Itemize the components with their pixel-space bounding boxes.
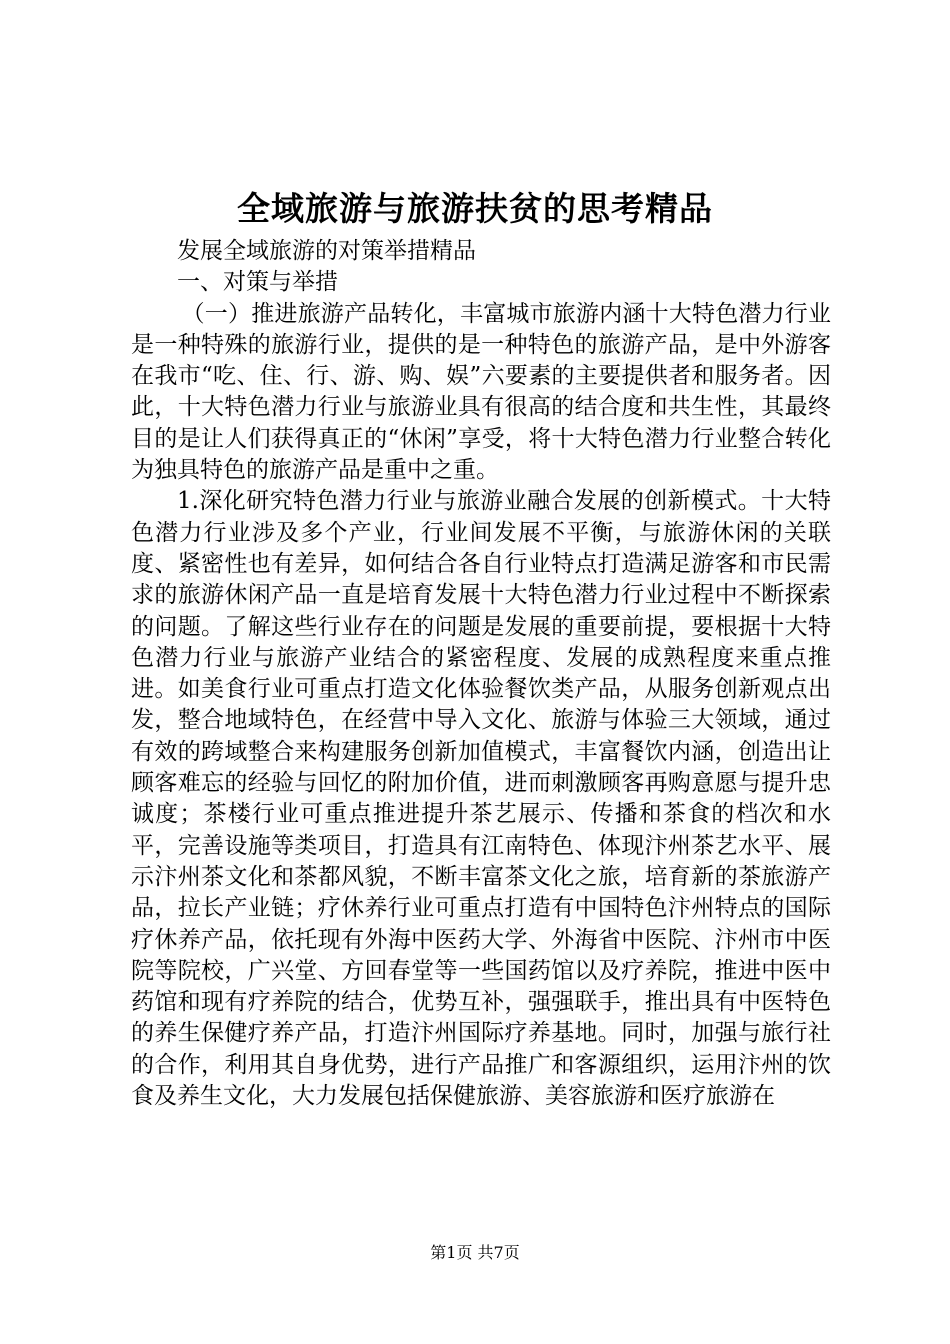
page-footer: 第1页 共7页 (430, 1243, 520, 1262)
section-heading: 一、对策与举措 (177, 269, 338, 296)
document-body (131, 236, 831, 1112)
body-paragraph: 1.深化研究特色潜力行业与旅游业融合发展的创新模式。十大特色潜力行业涉及多个产业，行业间发展不平衡，与旅游休闲的关联度、紧密性也有差异，如何结合各自行业特点打造满足游客和市民需求的旅游休闲产品一直是培育发展十大特色潜力行业过程中不断探索的问题。了解这些行业存在的问题是发展的重要前提，要根据十大特色潜力行业与旅游产业结合的紧密程度、发展的成熟程度来重点推进。如美食行业可重点打造文化体验餐饮类产品，从服务创新观点出发，整合地域特色，在经营中导入文化、旅游与体验三大领域，通过有效的跨域整合来构建服务创新加值模式，丰富餐饮内涵，创造出让顾客难忘的经验与回忆的附加价值，进而刺激顾客再购意愿与提升忠诚度；茶楼行业可重点推进提升茶艺展示、传播和茶食的档次和水平，完善设施等类项目，打造具有江南特色、体现汴州茶艺水平、展示汴州茶文化和茶都风貌，不断丰富茶文化之旅，培育新的茶旅游产品，拉长产业链；疗休养行业可重点打造有中国特色汴州特点的国际疗休养产品，依托现有外海中医药大学、外海省中医院、汴州市中医院等院校，广兴堂、方回春堂等一些国药馆以及疗养院，推进中医中药馆和现有疗养院的结合，优势互补，强强联手，推出具有中医特色的养生保健疗养产品，打造汴州国际疗养基地。同时，加强与旅行社的合作，利用其自身优势，进行产品推广和客源组织，运用汴州的饮食及养生文化，大力发展包括保健旅游、美容旅游和医疗旅游在 (131, 488, 831, 1110)
document-title: 全域旅游与旅游扶贫的思考精品 (237, 189, 713, 228)
subtitle-paragraph: 发展全域旅游的对策举措精品 (177, 238, 476, 264)
body-paragraph: （一）推进旅游产品转化，丰富城市旅游内涵十大特色潜力行业是一种特殊的旅游行业，提供的是一种特色的旅游产品，是中外游客在我市“吃、住、行、游、购、娱”六要素的主要提供者和服务者。因此，十大特色潜力行业与旅游业具有很高的结合度和共生性，其最终目的是让人们获得真正的“休闲”享受，将十大特色潜力行业整合转化为独具特色的旅游产品是重中之重。 (131, 300, 831, 484)
